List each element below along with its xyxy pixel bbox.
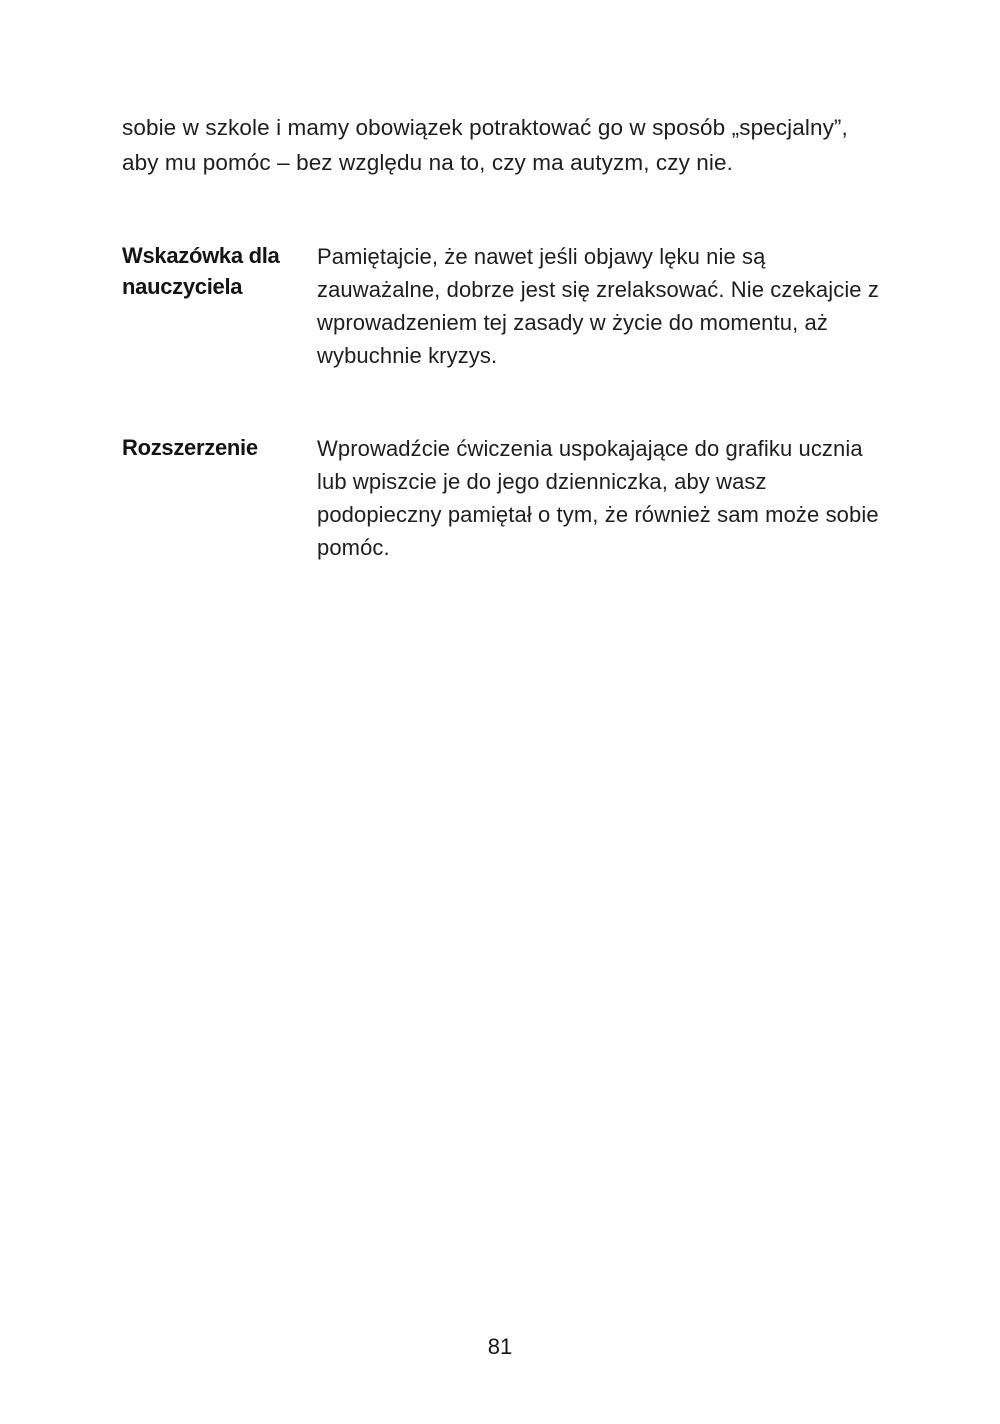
- section-extension-body: Wprowadźcie ćwiczenia uspokajające do grafiku ucznia lub wpiszcie je do jego dzienniczka, aby wasz podopieczny pamiętał o tym, że również sam może sobie pomóc.: [317, 436, 879, 560]
- section-extension: [122, 432, 882, 564]
- section-teacher-tip-body: Pamiętajcie, że nawet jeśli objawy lęku nie są zauważalne, dobrze jest się zrelaksować. Nie czekajcie z wprowadzeniem tej zasady w życie do momentu, aż wybuchnie kryzys.: [317, 244, 879, 368]
- section-teacher-tip-label: Wskazówka dla nauczyciela: [122, 243, 280, 299]
- section-extension-label: Rozszerzenie: [122, 435, 258, 460]
- page-number: 81: [487, 1334, 513, 1359]
- intro-paragraph: sobie w szkole i mamy obowiązek potraktować go w sposób „specjalny”, aby mu pomóc – bez względu na to, czy ma autyzm, czy nie.: [122, 115, 848, 175]
- section-teacher-tip: [122, 240, 882, 372]
